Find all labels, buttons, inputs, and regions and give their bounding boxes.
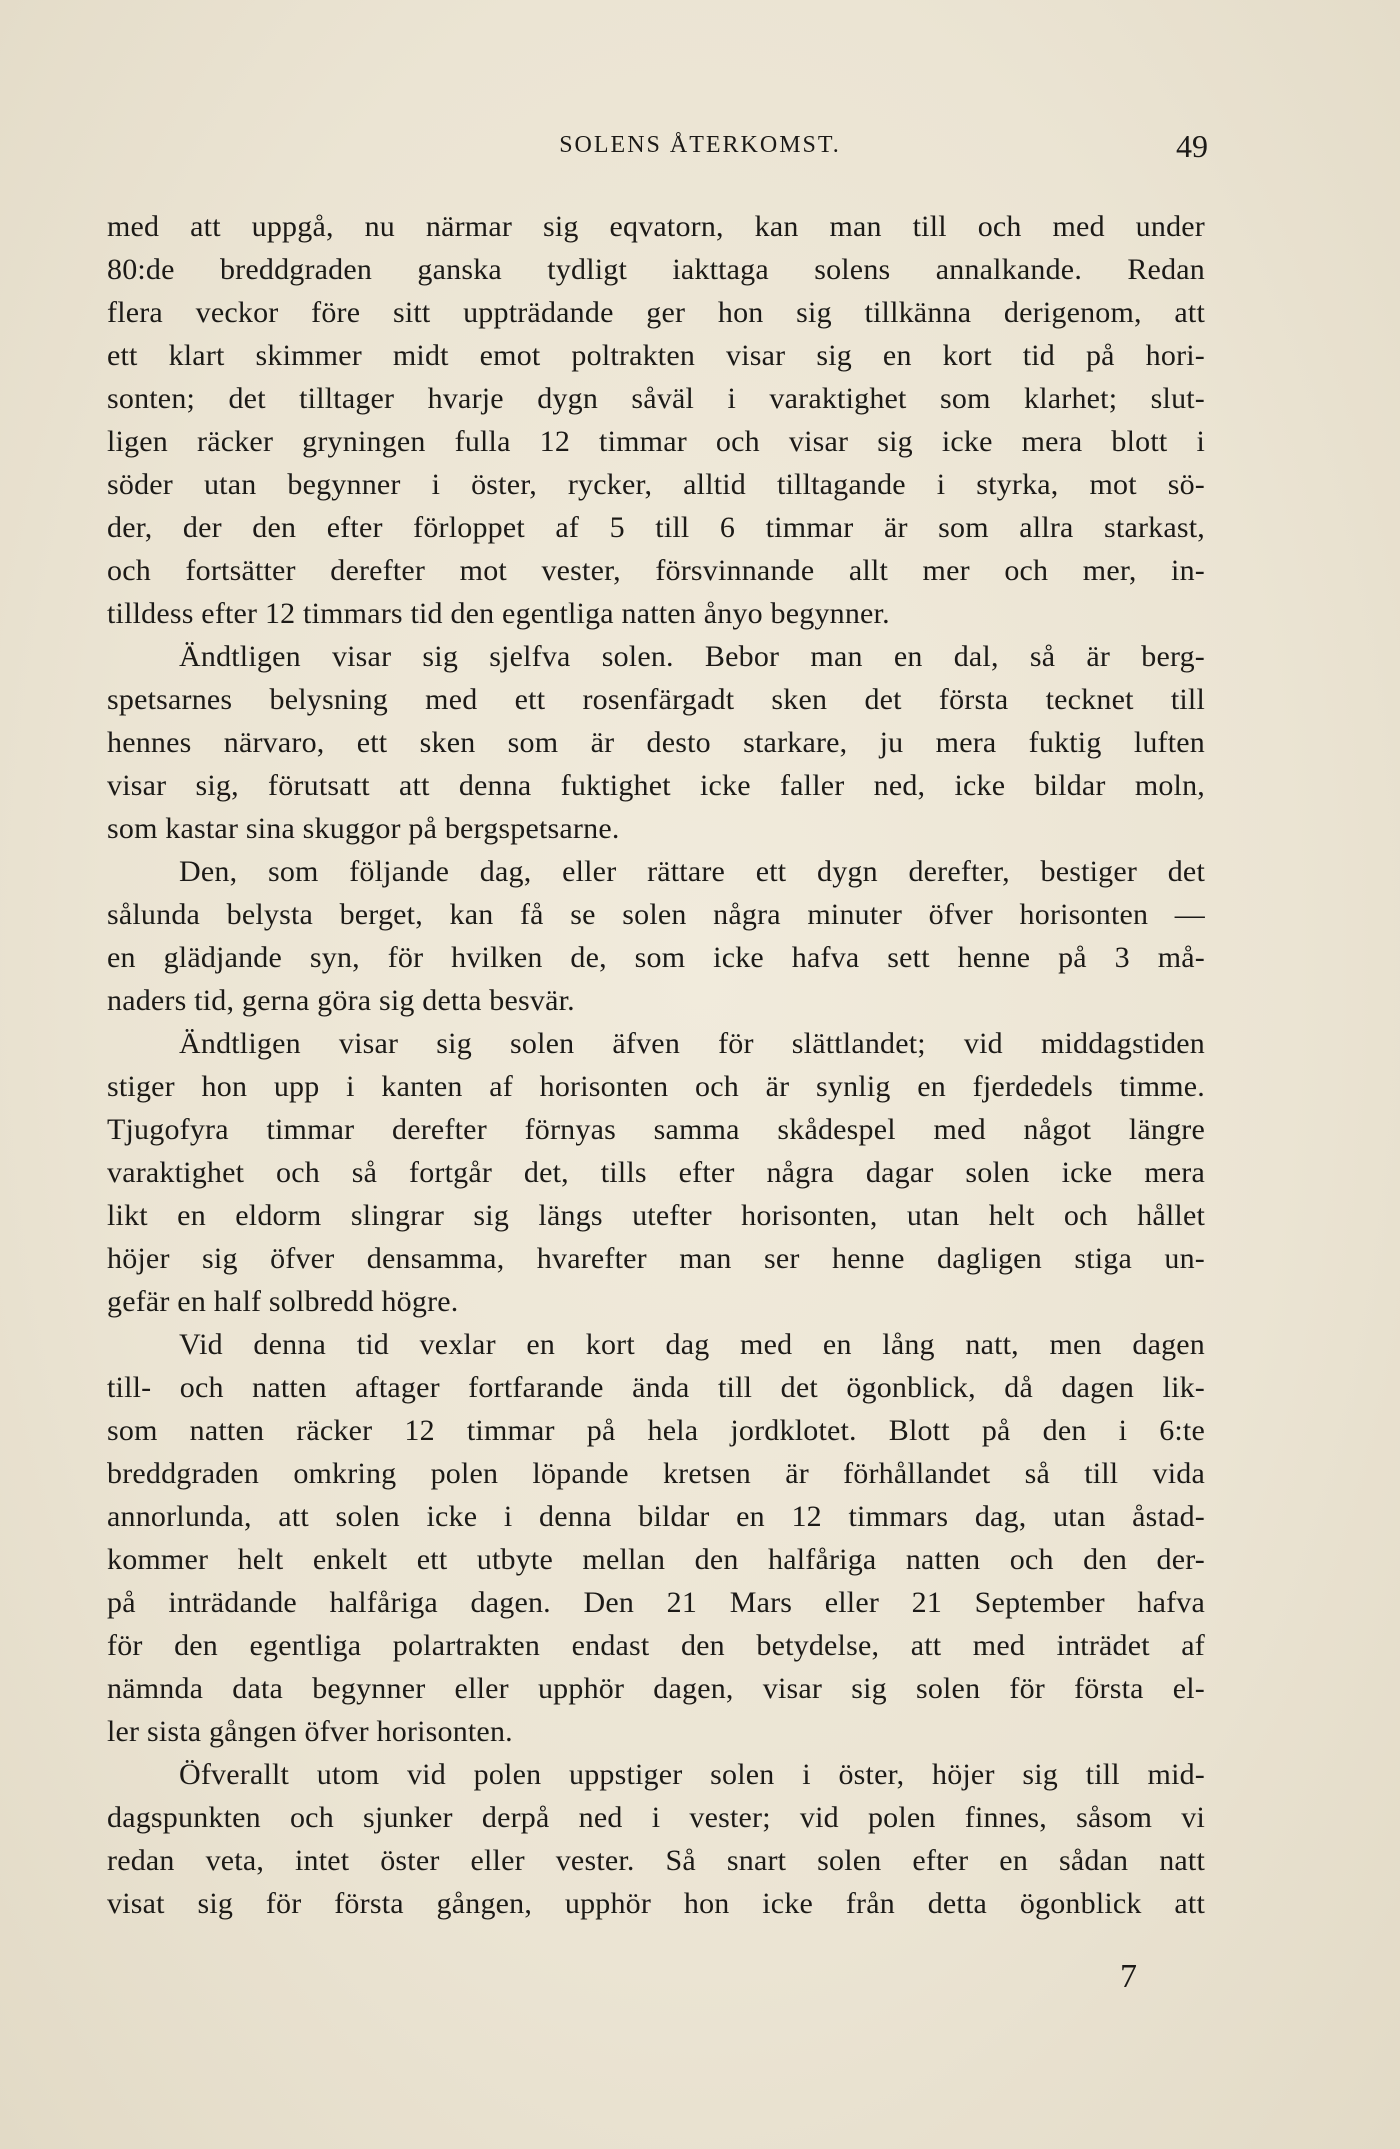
text-line: naders tid, gerna göra sig detta besvär. xyxy=(107,984,575,1017)
text-line: Den, som följande dag, eller rättare ett dygn derefter, bestiger det xyxy=(179,855,1205,888)
body-text xyxy=(107,205,1205,1925)
text-line: breddgraden omkring polen löpande kretsen är förhållandet så till vida xyxy=(107,1457,1205,1490)
signature-mark: 7 xyxy=(1120,1958,1137,1995)
text-line: ligen räcker gryningen fulla 12 timmar och visar sig icke mera blott i xyxy=(107,425,1205,458)
text-line: 80:de breddgraden ganska tydligt iakttaga solens annalkande. Redan xyxy=(107,253,1205,286)
text-line: Ändtligen visar sig solen äfven för slättlandet; vid middagstiden xyxy=(179,1027,1205,1060)
text-line: en glädjande syn, för hvilken de, som icke hafva sett henne på 3 må- xyxy=(107,941,1205,974)
text-line: flera veckor före sitt uppträdande ger hon sig tillkänna derigenom, att xyxy=(107,296,1205,329)
text-line: stiger hon upp i kanten af horisonten och är synlig en fjerdedels timme. xyxy=(107,1070,1205,1103)
text-line: för den egentliga polartrakten endast den betydelse, att med inträdet af xyxy=(107,1629,1205,1662)
text-line: visar sig, förutsatt att denna fuktighet icke faller ned, icke bildar moln, xyxy=(107,769,1205,802)
text-line: spetsarnes belysning med ett rosenfärgadt sken det första tecknet till xyxy=(107,683,1205,716)
text-line: hennes närvaro, ett sken som är desto starkare, ju mera fuktig luften xyxy=(107,726,1205,759)
text-line: sonten; det tilltager hvarje dygn såväl i varaktighet som klarhet; slut- xyxy=(107,382,1205,415)
text-line: der, der den efter förloppet af 5 till 6 timmar är som allra starkast, xyxy=(107,511,1205,544)
text-line: ett klart skimmer midt emot poltrakten visar sig en kort tid på hori- xyxy=(107,339,1205,372)
text-line: Tjugofyra timmar derefter förnyas samma skådespel med något längre xyxy=(107,1113,1205,1146)
text-line: och fortsätter derefter mot vester, försvinnande allt mer och mer, in- xyxy=(107,554,1205,587)
text-line: likt en eldorm slingrar sig längs utefter horisonten, utan helt och hållet xyxy=(107,1199,1205,1232)
text-line: annorlunda, att solen icke i denna bildar en 12 timmars dag, utan åstad- xyxy=(107,1500,1205,1533)
text-line: visat sig för första gången, upphör hon icke från detta ögonblick att xyxy=(107,1887,1205,1920)
text-line: sålunda belysta berget, kan få se solen några minuter öfver horisonten — xyxy=(107,898,1205,931)
page-number: 49 xyxy=(1176,128,1208,164)
text-line: ler sista gången öfver horisonten. xyxy=(107,1715,513,1748)
text-line: dagspunkten och sjunker derpå ned i vester; vid polen finnes, såsom vi xyxy=(107,1801,1205,1834)
running-header xyxy=(0,128,1400,168)
text-line: tilldess efter 12 timmars tid den egentliga natten ånyo begynner. xyxy=(107,597,890,630)
text-line: som natten räcker 12 timmar på hela jordklotet. Blott på den i 6:te xyxy=(107,1414,1205,1447)
text-line: till- och natten aftager fortfarande ända till det ögonblick, då dagen lik- xyxy=(107,1371,1205,1404)
text-line: som kastar sina skuggor på bergspetsarne. xyxy=(107,812,620,845)
text-line: redan veta, intet öster eller vester. Så snart solen efter en sådan natt xyxy=(107,1844,1205,1877)
text-line: höjer sig öfver densamma, hvarefter man ser henne dagligen stiga un- xyxy=(107,1242,1205,1275)
text-line: nämnda data begynner eller upphör dagen, visar sig solen för första el- xyxy=(107,1672,1205,1705)
running-title: SOLENS ÅTERKOMST. xyxy=(559,132,841,158)
text-line: Ändtligen visar sig sjelfva solen. Bebor man en dal, så är berg- xyxy=(179,640,1205,673)
text-line: kommer helt enkelt ett utbyte mellan den halfåriga natten och den der- xyxy=(107,1543,1205,1576)
text-line: söder utan begynner i öster, rycker, alltid tilltagande i styrka, mot sö- xyxy=(107,468,1205,501)
text-line: Öfverallt utom vid polen uppstiger solen i öster, höjer sig till mid- xyxy=(179,1758,1205,1791)
text-line: med att uppgå, nu närmar sig eqvatorn, kan man till och med under xyxy=(107,210,1205,243)
text-line: på inträdande halfåriga dagen. Den 21 Mars eller 21 September hafva xyxy=(107,1586,1205,1619)
text-line: Vid denna tid vexlar en kort dag med en lång natt, men dagen xyxy=(179,1328,1205,1361)
text-line: gefär en half solbredd högre. xyxy=(107,1285,459,1318)
text-line: varaktighet och så fortgår det, tills efter några dagar solen icke mera xyxy=(107,1156,1205,1189)
